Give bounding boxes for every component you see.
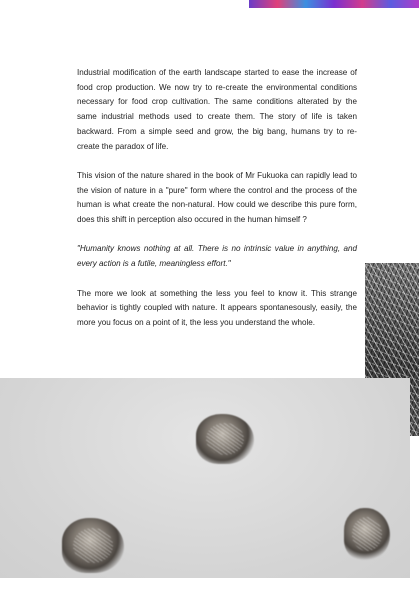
quote-paragraph: "Humanity knows nothing at all. There is no intrinsic value in anything, and every action is a futile, meaningless effort." xyxy=(77,244,357,269)
seed-1 xyxy=(196,414,254,464)
paragraph-2: This vision of the nature shared in the book of Mr Fukuoka can rapidly lead to the vision of nature in a "pure" form where the control and the process of the human is what create the non-natural. How could we describe this pure form, does this shift in perception also occured in the human himself ? xyxy=(77,170,357,225)
seed-3 xyxy=(344,508,390,560)
text-column xyxy=(77,66,357,345)
seed-2 xyxy=(62,518,124,573)
top-color-strip xyxy=(249,0,419,8)
paragraph-4: The more we look at something the less you feel to know it. This strange behavior is tightly coupled with nature. It appears spontanesously, easily, the more you focus on a point of it, the less you understand the whole. xyxy=(77,288,357,327)
paragraph-1: Industrial modification of the earth landscape started to ease the increase of food crop production. We now try to re-create the environmental conditions necessary for food crop cultivation. The same conditions alterated by the same industrial methods used to create them. The story of life is taken backward. From a simple seed and grow, the big bang, humans try to re-create the paradox of life. xyxy=(77,68,357,151)
seeds-photo xyxy=(0,378,410,578)
